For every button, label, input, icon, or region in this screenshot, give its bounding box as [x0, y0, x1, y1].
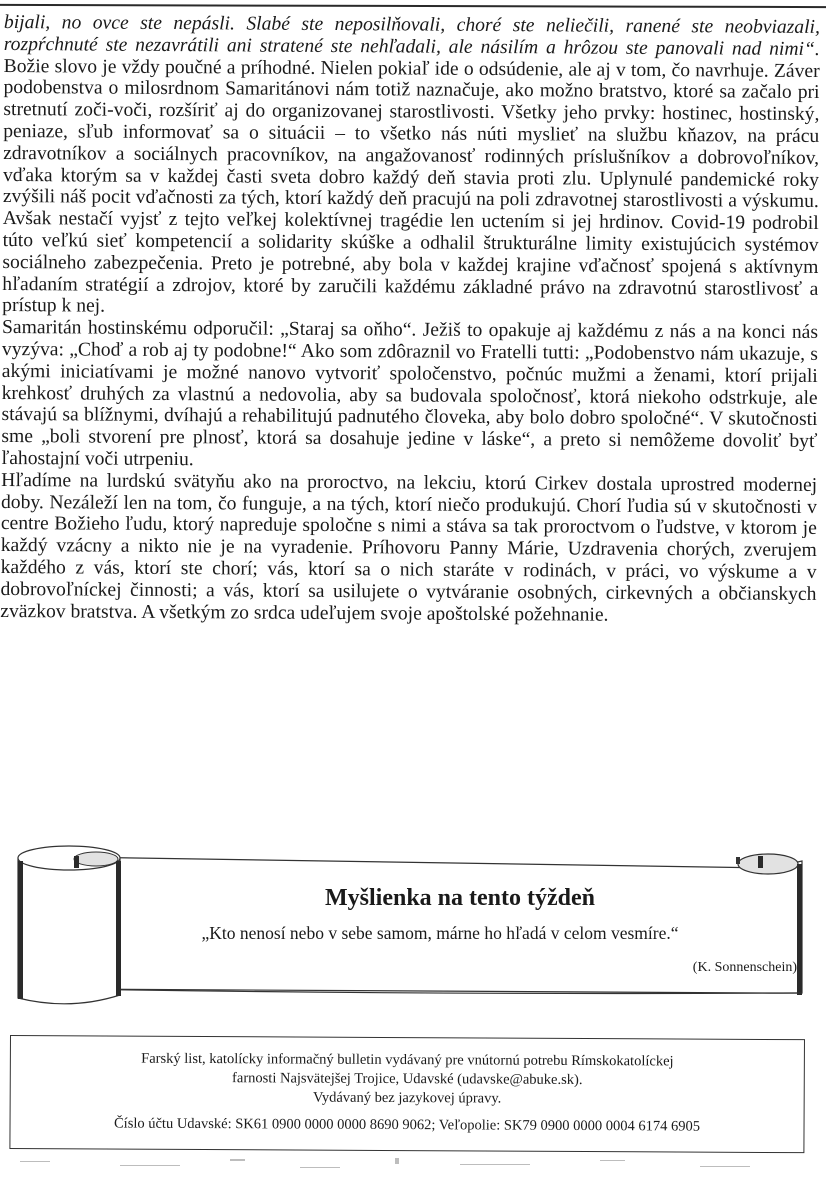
thought-quote: „Kto nenosí nebo v sebe samom, márne ho hľadá v celom vesmíre.“: [201, 923, 679, 943]
publication-description: Farský list, katolícky informačný bulletin vydávaný pre vnútornú potrebu Rímskokatolíckej: [141, 1050, 674, 1070]
thought-title: Myšlienka na tento týždeň: [325, 885, 595, 911]
paragraph-text: Božie slovo je vždy poučné a príhodné. Nielen pokiaľ ide o odsúdenie, ale aj v tom, čo navrhuje. Záver podobenstva o milosrdnom Samaritánovi nám totiž naznačuje, ako možno bratstvo, ktoré sa začalo pri stretnutí zoči-voči, rozšíriť aj do organizovanej starostlivosti. Všetky jeho prvky: hostinec, hostinský, peniaze, sľub informovať sa o situácii – to všetko nás núti myslieť na službu kňazov, na prácu zdravotníkov a sociálnych pracovníkov, na angažovanosť rodinných príslušníkov a dobrovoľníkov, vďaka ktorým sa v každej časti sveta dobro každý deň stavia proti zlu. Uplynulé pandemické roky zvýšili náš pocit vďačnosti za tých, ktorí každý deň pracujú na poli zdravotnej starostlivosti a výskumu. Avšak nestačí vyjsť z tejto veľkej kolektívnej tragédie len uctením si jej hrdinov. Covid-19 podrobil túto veľkú sieť kompetencií a solidarity skúške a odhalil štrukturálne limity existujúcich systémov sociálneho zabezpečenia. Preto je potrebné, aby bola v každej krajine vďačnosť spojená s aktívnym hľadaním stratégií a zdrojov, ktoré by zaručili každému základné právo na zdravotnú starostlivosť a prístup k nej.: [2, 55, 820, 317]
publication-info-box: [9, 1035, 805, 1153]
article-paragraph-1: [2, 12, 820, 322]
article-paragraph-2: Samaritán hostinskému odporučil: „Staraj sa oňho“. Ježiš to opakuje aj každému z nás a na konci nás vyzýva: „Choď a rob aj ty podobne!“ Ako som zdôraznil vo Fratelli tutti: „Podobenstvo nám ukazuje, s akými iniciatívami je možné nanovo vytvoriť spoločenstvo, počnúc mužmi a ženami, ktorí prijali krehkosť druhých za vlastnú a nedovolia, aby sa budovala spoločnosť, ktorá niekoho odstrkuje, ale stávajú sa blížnymi, dvíhajú a rehabilitujú padnutého človeka, aby bolo dobro spoločné“. V skutočnosti sme „boli stvorení pre plnosť, ktorá sa dosahuje jedine v láske“, a preto si nemôžeme dovoliť byť ľahostajní voči utrpeniu.: [1, 317, 819, 471]
bank-accounts: Číslo účtu Udavské: SK61 0900 0000 0000 8690 9062; Veľopolie: SK79 0900 0000 0004 6174 6905: [113, 1115, 701, 1135]
article-body: [0, 12, 820, 627]
scripture-quote: bijali, no ovce ste nepásli. Slabé ste neposilňovali, choré ste neliečili, ranené ste neobviazali, rozpŕchnuté ste nezavrátili ani stratené ste nehľadali, ale násilím a hrôzou ste panovali nad nimi“.: [3, 12, 820, 60]
article-paragraph-3: Hľadíme na lurdskú svätyňu ako na proroctvo, na lekciu, ktorú Cirkev dostala uprostred modernej doby. Nezáleží len na tom, čo funguje, a na tých, ktorí niečo produkujú. Chorí ľudia sú v skutočnosti v centre Božieho ľudu, ktorý napreduje spoločne s nimi a stáva sa tak proroctvom o ľudstve, v ktorom je každý vzácny a nikto nie je na vyradenie. Príhovoru Panny Márie, Uzdravenia chorých, zverujem každého z vás, ktorí ste chorí; vás, ktorí sa o nich staráte v rodinách, v práci, vo výskume a v dobrovoľníckej činnosti; a vás, ktorí sa usilujete o vytváranie osobných, cirkevných a občianskych zväzkov bratstva. A všetkým zo srdca udeľujem svoje apoštolské požehnanie.: [0, 469, 818, 626]
thought-author: (K. Sonnenschein): [692, 960, 797, 975]
parish-contact: farnosti Najsvätejšej Trojice, Udavské (udavske@abuke.sk).: [232, 1070, 583, 1088]
scan-noise: [0, 1155, 830, 1182]
scroll-left-roll: [18, 846, 121, 1004]
editorial-note: Vydávaný bez jazykovej úpravy.: [312, 1089, 502, 1107]
top-divider: [0, 4, 826, 8]
thought-of-week-scroll: [10, 843, 810, 1008]
